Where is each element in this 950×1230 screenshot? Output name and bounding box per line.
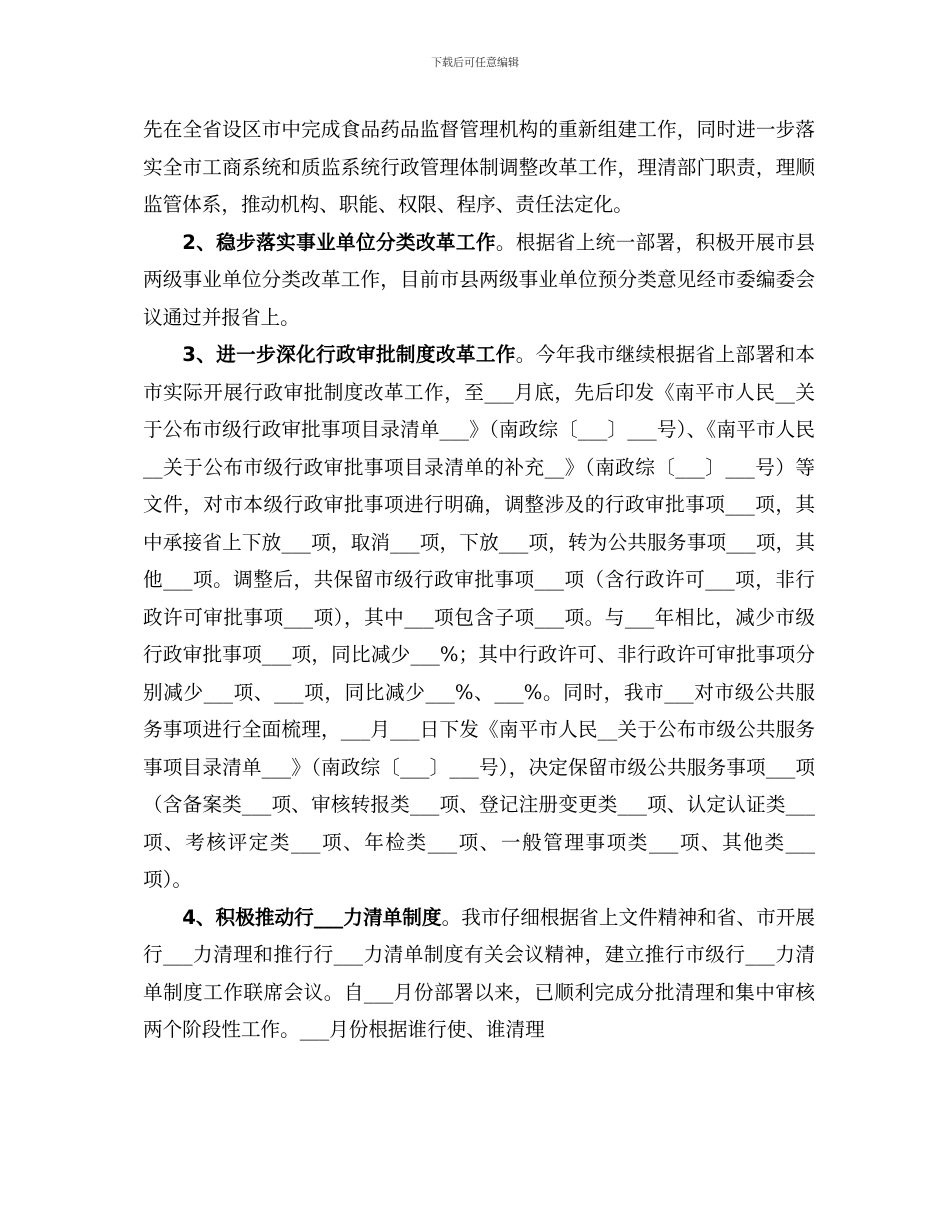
paragraph-4-heading: 4、积极推动行___力清单制度 <box>182 905 442 929</box>
paragraph-4 <box>143 899 815 1049</box>
paragraph-2-heading: 2、稳步落实事业单位分类改革工作 <box>182 230 496 254</box>
paragraph-4-text: 。我市仔细根据省上文件精神和省、市开展行___力清理和推行行___力清单制度有关会议精神，建立推行市级行___力清单制度工作联席会议。自___月份部署以来，已顺利完成分批清理和集中审核两个阶段性工作。___月份根据谁行使、谁清理 <box>143 905 816 1041</box>
page-header: 下载后可任意编辑 <box>431 56 519 69</box>
paragraph-3 <box>143 336 815 899</box>
document-body <box>143 111 815 1049</box>
paragraph-3-text: 。今年我市继续根据省上部署和本市实际开展行政审批制度改革工作，至___月底，先后印发《南平市人民__关于公布市级行政审批事项目录清单___》（南政综〔___〕___号）、《南平市人民__关于公布市级行政审批事项目录清单的补充__》（南政综〔___〕___号）等文件，对市本级行政审批事项进行明确，调整涉及的行政审批事项___项，其中承接省上下放___项，取消___项，下放___项，转为公共服务事项___项，其他___项。调整后，共保留市级行政审批事项___项（含行政许可___项，非行政许可审批事项___项），其中___项包含子项___项。与___年相比，减少市级行政审批事项___项，同比减少___%；其中行政许可、非行政许可审批事项分别减少___项、___项，同比减少___%、___%。同时，我市___对市级公共服务事项进行全面梳理，___月___日下发《南平市人民__关于公布市级公共服务事项目录清单___》（南政综〔___〕___号），决定保留市级公共服务事项___项（含备案类___项、审核转报类___项、登记注册变更类___项、认定认证类___项、考核评定类___项、年检类___项、一般管理事项类___项、其他类___项）。 <box>143 343 816 891</box>
paragraph-3-heading: 3、进一步深化行政审批制度改革工作 <box>182 343 516 366</box>
paragraph-1-text: 先在全省设区市中完成食品药品监督管理机构的重新组建工作，同时进一步落实全市工商系统和质监系统行政管理体制调整改革工作，理清部门职责，理顺监管体系，推动机构、职能、权限、程序、责任法定化。 <box>143 118 815 216</box>
paragraph-2-text: 。根据省上统一部署，积极开展市县两级事业单位分类改革工作，目前市县两级事业单位预分类意见经市委编委会议通过并报省上。 <box>143 230 816 329</box>
paragraph-1 <box>143 111 815 224</box>
paragraph-2 <box>143 224 815 337</box>
